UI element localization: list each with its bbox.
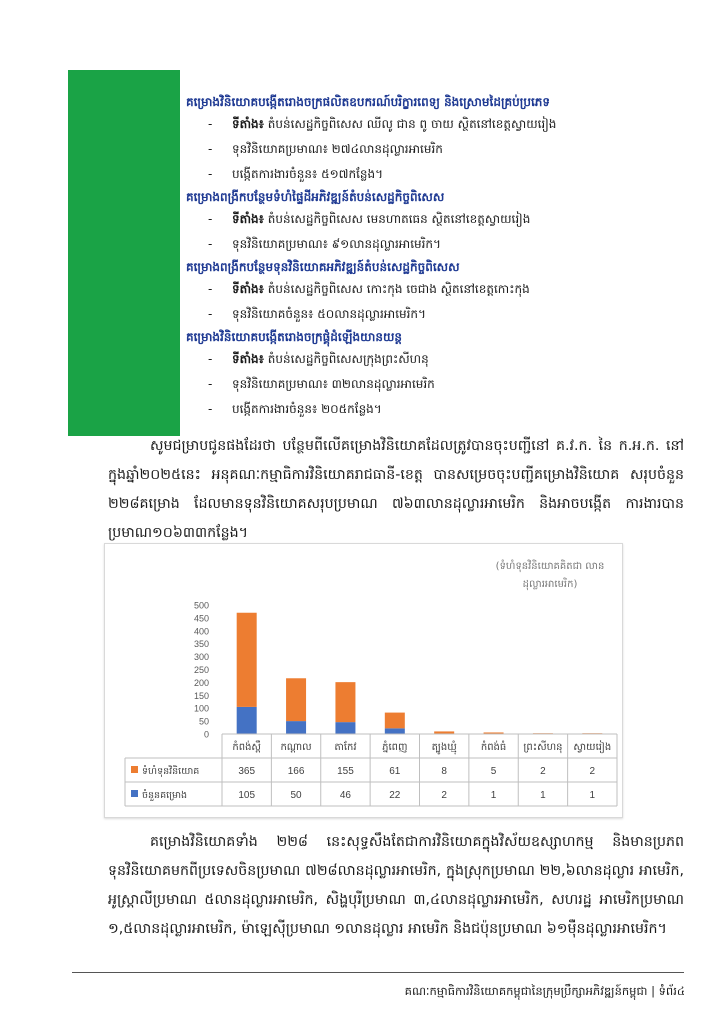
project-detail: - ទីតាំង៖ តំបន់សេដ្ឋកិច្ចពិសេស មេនហាតធេន ស្ថិតនៅខេត្តស្វាយរៀង (208, 212, 531, 226)
bar-segment (237, 613, 257, 707)
data-value-label: 61 (389, 766, 401, 777)
data-value-label: 105 (238, 790, 256, 801)
y-tick-label: 450 (193, 613, 209, 624)
summary-paragraph: សូមជម្រាបជូនផងដែរថា បន្ថែមពីលើគម្រោងវិនិយោគដែលត្រូវបានចុះបញ្ជីនៅ គ.វ.ក. នៃ ក.អ.ក. នៅក្នុងឆ្នាំ២០២៥នេះ អនុគណៈកម្មាធិការវិនិយោគរាជធានី-ខេត្ត បានសម្រេចចុះបញ្ជីគម្រោងវិនិយោគ សរុបចំនួន ២២៨គម្រោង ដែលមានទុនវិនិយោគសរុបប្រមាណ ៧៦៣លានដុល្លារអាមេរិក និងអាចបង្កើត ការងារបានប្រមាណ១០៦៣៣កន្លែង។ (108, 438, 684, 541)
project-detail: - ទុនវិនិយោគប្រមាណ៖ ៣២លានដុល្លារអាមេរិក (208, 377, 435, 391)
data-value-label: 46 (339, 790, 351, 801)
y-tick-label: 150 (193, 690, 209, 701)
category-label: តាកែវ (334, 742, 357, 753)
green-accent-bar (68, 70, 180, 436)
bar-segment (286, 721, 306, 734)
bar-segment (335, 682, 355, 722)
legend-swatch (131, 790, 138, 797)
data-value-label: 2 (441, 790, 447, 801)
project-block (186, 92, 686, 187)
data-value-label: 2 (589, 766, 596, 777)
chart-unit-note: (ទំហំទុនវិនិយោគគិតជា លានដុល្លារអាមេរិក) (495, 561, 605, 590)
legend-swatch (131, 766, 138, 773)
category-label: កណ្ដាល (280, 742, 312, 753)
data-value-label: 155 (337, 766, 354, 777)
data-value-label: 22 (389, 790, 401, 801)
y-tick-label: 400 (193, 626, 209, 637)
project-title: គម្រោងវិនិយោគបង្កើតរោងចក្រផលិតឧបករណ៍បរិក្ខារពេទ្យ និងស្រោមដៃគ្រប់ប្រភេទ (186, 95, 551, 109)
project-detail: - ទីតាំង៖ តំបន់សេដ្ឋកិច្ចពិសេស ឈីលូ ជាន ពូ ចាយ ស្ថិតនៅខេត្តស្វាយរៀង (208, 117, 557, 131)
data-value-label: 1 (490, 790, 497, 801)
category-label: កំពង់ស្ពឺ (232, 742, 261, 753)
data-value-label: 8 (441, 766, 447, 777)
project-block (186, 187, 686, 257)
category-label: ស្វាយរៀង (573, 742, 612, 753)
investment-chart (104, 543, 623, 818)
footer-divider (72, 972, 684, 973)
bar-segment (237, 707, 257, 734)
project-detail: - ទុនវិនិយោគប្រមាណ៖ ២៧៤លានដុល្លារអាមេរិក (208, 142, 443, 156)
y-tick-label: 500 (193, 600, 209, 611)
project-detail: - ទីតាំង៖ តំបន់សេដ្ឋកិច្ចពិសេសក្រុងព្រះសីហនុ (208, 352, 429, 366)
chart-canvas (105, 544, 622, 817)
project-detail: - ទុនវិនិយោគចំនួន៖ ៥០លានដុល្លារអាមេរិក។ (208, 307, 426, 321)
project-title: គម្រោងពង្រីកបន្ថែមទំហំផ្ទៃដីអភិវឌ្ឍន៍តំបន់សេដ្ឋកិច្ចពិសេស (186, 190, 445, 204)
series-name: ចំនួនគម្រោង (142, 790, 188, 801)
bar-segment (335, 722, 355, 734)
project-block (186, 327, 686, 422)
project-title: គម្រោងវិនិយោគបង្កើតរោងចក្រផ្គុំដំឡើងយានយន្ត (186, 330, 403, 344)
category-label: កំពង់ធំ (480, 742, 507, 753)
category-label: ព្រះសីហនុ (523, 742, 563, 753)
project-detail: - ទីតាំង៖ តំបន់សេដ្ឋកិច្ចពិសេស កោះកុង ចេជាង ស្ថិតនៅខេត្តកោះកុង (208, 282, 530, 296)
data-value-label: 166 (287, 766, 305, 777)
y-tick-label: 100 (193, 703, 209, 714)
data-value-label: 5 (490, 766, 497, 777)
project-detail: - បង្កើតការងារចំនួន៖ ៥១៧កន្លែង។ (208, 167, 384, 181)
y-tick-label: 0 (203, 729, 209, 740)
project-list (186, 92, 686, 422)
y-tick-label: 300 (193, 652, 209, 663)
project-detail: - ទុនវិនិយោគប្រមាណ៖ ៩១លានដុល្លារអាមេរិក។ (208, 237, 441, 251)
category-label: ត្បូងឃ្មុំ (431, 742, 457, 753)
data-value-label: 50 (290, 790, 302, 801)
bar-segment (385, 713, 405, 729)
project-block (186, 257, 686, 327)
category-label: ភ្នំពេញ (382, 742, 408, 753)
project-title: គម្រោងពង្រីកបន្ថែមទុនវិនិយោគអភិវឌ្ឍន៍តំបន់សេដ្ឋកិច្ចពិសេស (186, 260, 460, 274)
y-tick-label: 350 (193, 639, 209, 650)
data-value-label: 2 (540, 766, 546, 777)
bar-segment (286, 678, 306, 721)
data-value-label: 365 (238, 766, 256, 777)
y-tick-label: 250 (193, 665, 209, 675)
page-footer: គណៈកម្មាធិការវិនិយោគកម្ពុជានៃក្រុមប្រឹក្សាអភិវឌ្ឍន៍កម្ពុជា | ទំព័រ៤ (404, 984, 685, 998)
bar-segment (385, 728, 405, 734)
y-tick-label: 200 (193, 677, 209, 688)
data-value-label: 1 (589, 790, 596, 801)
data-value-label: 1 (540, 790, 546, 801)
y-tick-label: 50 (198, 716, 209, 727)
bar-segment (434, 731, 454, 733)
source-paragraph: គម្រោងវិនិយោគទាំង ២២៨ នេះសុទ្ធសឹងតែជាការវិនិយោគក្នុងវិស័យឧស្សាហកម្ម និងមានប្រភព ទុនវិនិយោគមកពីប្រទេសចិនប្រមាណ ៧២៨លានដុល្លារអាមេរិក, ក្នុងស្រុកប្រមាណ ២២,៦លានដុល្លារ អាមេរិក, អូស្ត្រាលីប្រមាណ ៥លានដុល្លារអាមេរិក, សិង្ហបុរីប្រមាណ ៣,៤លានដុល្លារអាមេរិក, សហរដ្ឋ អាមេរិកប្រមាណ ១,៥លានដុល្លារអាមេរិក, ម៉ាឡេស៊ីប្រមាណ ១លានដុល្លារ អាមេរិក និងជប៉ុនប្រមាណ ៦១ម៉ឺនដុល្លារអាមេរិក។ (108, 834, 684, 937)
project-detail: - បង្កើតការងារចំនួន៖ ២០៥កន្លែង។ (208, 402, 382, 416)
series-name: ទំហំទុនវិនិយោគ (142, 766, 200, 777)
